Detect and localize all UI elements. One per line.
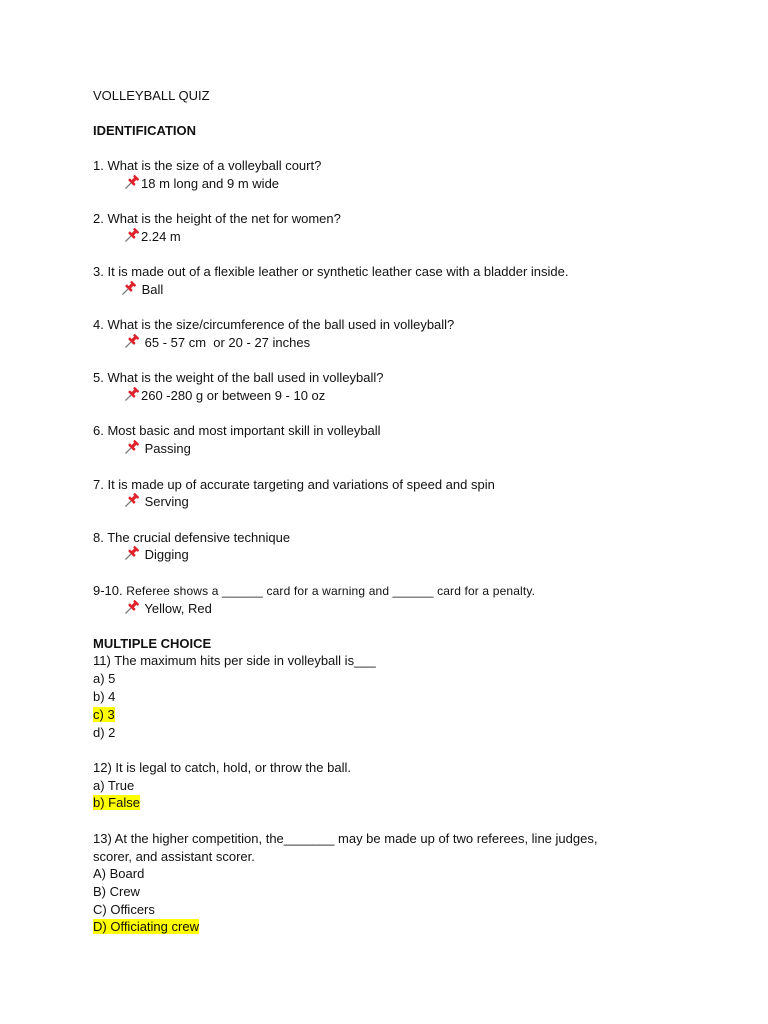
pushpin-icon bbox=[124, 334, 139, 349]
question-9-10 bbox=[93, 582, 535, 600]
answer-1-text: 18 m long and 9 m wide bbox=[141, 176, 280, 191]
answer-9-10 bbox=[124, 600, 212, 617]
pushpin-icon bbox=[124, 175, 139, 190]
q13-option-a: A) Board bbox=[93, 866, 145, 881]
pushpin-icon bbox=[124, 493, 139, 508]
answer-4-text: 65 - 57 cm or 20 - 27 inches bbox=[144, 335, 311, 350]
answer-6 bbox=[124, 440, 191, 457]
q13-option-c: C) Officers bbox=[93, 902, 155, 917]
question-4: 4. What is the size/circumference of the ball used in volleyball? bbox=[93, 317, 455, 332]
q12-option-a: a) True bbox=[93, 778, 135, 793]
q11-option-a: a) 5 bbox=[93, 671, 116, 686]
question-11: 11) The maximum hits per side in volleyball is___ bbox=[93, 653, 376, 668]
answer-8 bbox=[124, 546, 189, 563]
q11-option-c bbox=[93, 706, 115, 723]
q13-correct-answer: D) Officiating crew bbox=[93, 919, 199, 934]
answer-4 bbox=[124, 334, 310, 351]
answer-7-text: Serving bbox=[144, 494, 189, 509]
question-3: 3. It is made out of a flexible leather or synthetic leather case with a bladder inside. bbox=[93, 264, 569, 279]
q13-option-d bbox=[93, 918, 199, 935]
multiple-choice-heading: MULTIPLE CHOICE bbox=[93, 636, 212, 651]
answer-5-text: 260 -280 g or between 9 - 10 oz bbox=[141, 388, 326, 403]
question-7: 7. It is made up of accurate targeting and variations of speed and spin bbox=[93, 477, 495, 492]
q12-correct-answer: b) False bbox=[93, 795, 140, 810]
answer-3-text: Ball bbox=[141, 282, 164, 297]
question-9-10-text: Referee shows a ______ card for a warning and ______ card for a penalty. bbox=[126, 584, 536, 598]
answer-1 bbox=[124, 175, 279, 192]
answer-2 bbox=[124, 228, 181, 245]
question-1: 1. What is the size of a volleyball court? bbox=[93, 158, 322, 173]
answer-5 bbox=[124, 387, 325, 404]
question-13-line-1: 13) At the higher competition, the_______ may be made up of two referees, line judges, bbox=[93, 831, 598, 846]
pushpin-icon bbox=[121, 281, 136, 296]
quiz-title: VOLLEYBALL QUIZ bbox=[93, 88, 210, 103]
q11-correct-answer: c) 3 bbox=[93, 707, 115, 722]
question-13-line-2: scorer, and assistant scorer. bbox=[93, 849, 255, 864]
question-5: 5. What is the weight of the ball used in volleyball? bbox=[93, 370, 384, 385]
answer-7 bbox=[124, 493, 189, 510]
pushpin-icon bbox=[124, 440, 139, 455]
question-2: 2. What is the height of the net for women? bbox=[93, 211, 341, 226]
pushpin-icon bbox=[124, 600, 139, 615]
question-9-10-prefix: 9-10. bbox=[93, 583, 127, 598]
answer-2-text: 2.24 m bbox=[141, 229, 181, 244]
q11-option-d: d) 2 bbox=[93, 725, 116, 740]
pushpin-icon bbox=[124, 387, 139, 402]
q11-option-b: b) 4 bbox=[93, 689, 116, 704]
answer-6-text: Passing bbox=[144, 441, 191, 456]
identification-heading: IDENTIFICATION bbox=[93, 123, 197, 138]
answer-9-10-text: Yellow, Red bbox=[144, 601, 212, 616]
question-8: 8. The crucial defensive technique bbox=[93, 530, 291, 545]
pushpin-icon bbox=[124, 228, 139, 243]
answer-8-text: Digging bbox=[144, 547, 189, 562]
pushpin-icon bbox=[124, 546, 139, 561]
question-12: 12) It is legal to catch, hold, or throw the ball. bbox=[93, 760, 351, 775]
q13-option-b: B) Crew bbox=[93, 884, 140, 899]
q12-option-b bbox=[93, 794, 140, 811]
question-6: 6. Most basic and most important skill in volleyball bbox=[93, 423, 381, 438]
answer-3 bbox=[121, 281, 163, 298]
